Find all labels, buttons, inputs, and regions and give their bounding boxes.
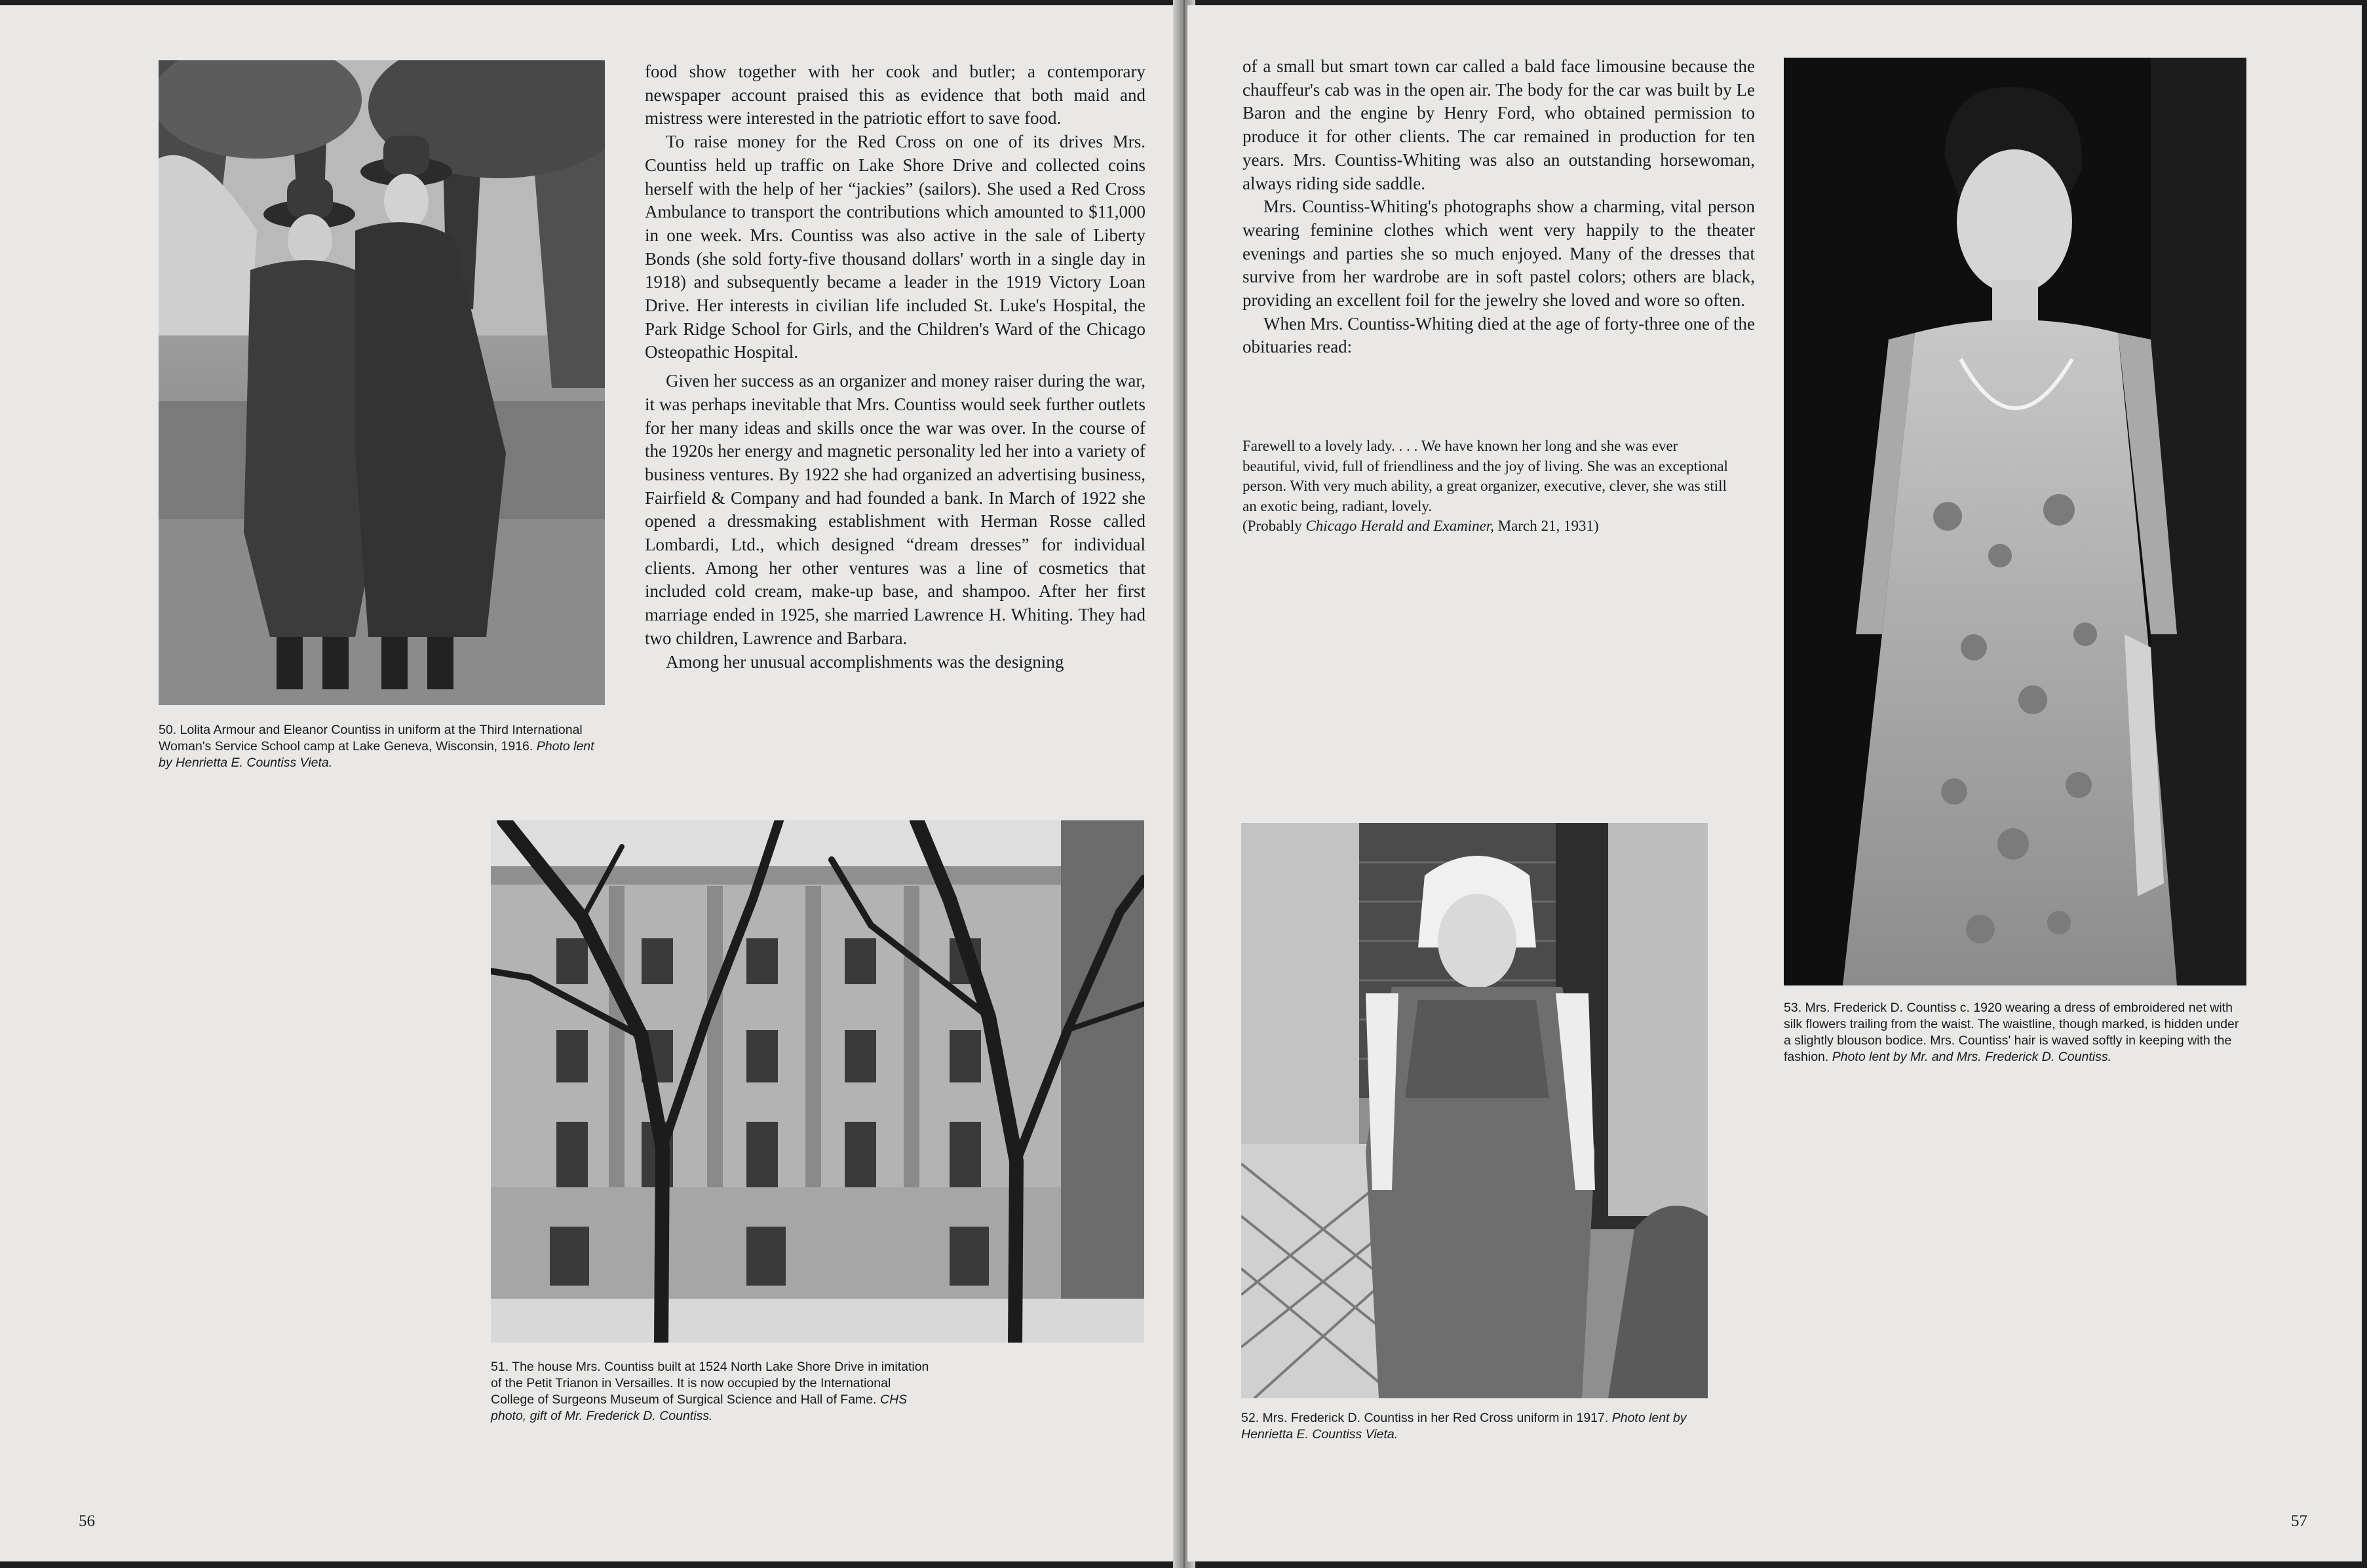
photo50-caption-text: 50. Lolita Armour and Eleanor Countiss in uniform at the Third International Woman's Service School camp at Lake Geneva, Wisconsin, 1916. xyxy=(159,723,583,754)
photo50-caption-credit: Photo lent by Henrietta E. Countiss Vieta. xyxy=(159,739,594,770)
obituary-quote-source xyxy=(1242,516,1738,537)
photo52-caption xyxy=(1241,1410,1700,1443)
right-page xyxy=(1187,5,2362,1561)
photo-two-women-in-uniform xyxy=(159,60,605,705)
right-paragraph-2: Mrs. Countiss-Whiting's photographs show a charming, vital person wearing feminine clothes which went very happily to the theater evenings and parties she so much enjoyed. Many of the dresses that survive from her wardrobe are in soft pastel colors; others are black, providing an excellent foil for the jewelry she loved and wore so often. xyxy=(1242,197,1755,311)
left-paragraph-1: food show together with her cook and butler; a contemporary newspaper account praised this as evidence that both maid and mistress were interested in the patriotic effort to save food. xyxy=(645,62,1145,128)
quote-source-prefix: (Probably xyxy=(1242,518,1306,534)
photo52-caption-text: 52. Mrs. Frederick D. Countiss in her Red Cross uniform in 1917. xyxy=(1241,1411,1609,1425)
photo-countiss-house xyxy=(491,820,1144,1343)
photo50-caption xyxy=(159,722,604,771)
right-paragraph-1: of a small but smart town car called a bald face limousine because the chauffeur's cab was in the open air. The body for the car was built by Le Baron and the engine by Henry Ford, who obtained permission to produce it for other clients. The car remained in production for ten years. Mrs. Countiss-Whiting was also an outstanding horsewoman, always riding side saddle. xyxy=(1242,56,1755,193)
photo-embroidered-dress xyxy=(1784,58,2246,985)
photo53-caption-credit: Photo lent by Mr. and Mrs. Frederick D. Countiss. xyxy=(1832,1050,2111,1064)
left-paragraph-4: Among her unusual accomplishments was the designing xyxy=(666,651,1064,672)
photo53-caption xyxy=(1784,1000,2245,1065)
photo51-caption-credit: CHS photo, gift of Mr. Frederick D. Countiss. xyxy=(491,1392,908,1423)
right-page-number: 57 xyxy=(2291,1512,2307,1530)
photo51-caption xyxy=(491,1359,930,1425)
left-column-text xyxy=(645,60,1145,674)
photo-red-cross-uniform xyxy=(1241,823,1708,1398)
photo51-caption-text: 51. The house Mrs. Countiss built at 1524 North Lake Shore Drive in imitation of the Petit Trianon in Versailles. It is now occupied by the International College of Surgeons Museum of Surgical Science and Hall of Fame. xyxy=(491,1360,929,1407)
obituary-quote xyxy=(1242,436,1738,537)
left-paragraph-3: Given her success as an organizer and money raiser during the war, it was perhaps inevitable that Mrs. Countiss would seek further outlets for her many ideas and skills once the war was over. In the course of the 1920s her energy and magnetic personality led her into a variety of business ventures. By 1922 she had organized an advertising business, Fairfield & Company and had founded a bank. In March of 1922 she opened a dressmaking establishment with Herman Rosse called Lombardi, Ltd., which designed “dream dresses” for individual clients. Among her other ventures was a line of cosmetics that included cold cream, make-up base, and shampoo. After her first marriage ended in 1925, she married Lawrence H. Whiting. They had two children, Lawrence and Barbara. xyxy=(645,371,1145,648)
left-page-number: 56 xyxy=(79,1512,95,1530)
quote-source-suffix: March 21, 1931) xyxy=(1493,518,1599,534)
left-page xyxy=(0,5,1180,1561)
photo53-caption-text: 53. Mrs. Frederick D. Countiss c. 1920 wearing a dress of embroidered net with silk flowers trailing from the waist. The waistline, though marked, is hidden under a slightly blouson bodice. Mrs. Countiss' hair is waved softly in keeping with the fashion. xyxy=(1784,1001,2239,1064)
left-paragraph-2: To raise money for the Red Cross on one of its drives Mrs. Countiss held up traffic on Lake Shore Drive and collected coins herself with the help of her “jackies” (sailors). She used a Red Cross Ambulance to transport the contributions which amounted to $11,000 in one week. Mrs. Countiss was also active in the sale of Liberty Bonds (she sold forty-five thousand dollars' worth in a single day in 1918) and subsequently became a leader in the 1919 Victory Loan Drive. Her interests in civilian life included St. Luke's Hospital, the Park Ridge School for Girls, and the Children's Ward of the Chicago Osteopathic Hospital. xyxy=(645,132,1145,362)
quote-source-title: Chicago Herald and Examiner, xyxy=(1305,518,1494,534)
right-column-text xyxy=(1242,55,1755,359)
right-paragraph-3: When Mrs. Countiss-Whiting died at the age of forty-three one of the obituaries read: xyxy=(1242,313,1755,357)
photo52-caption-credit: Photo lent by Henrietta E. Countiss Vieta. xyxy=(1241,1411,1687,1442)
obituary-quote-text: Farewell to a lovely lady. . . . We have known her long and she was ever beautiful, vivid, full of friendliness and the joy of living. She was an exceptional person. With very much ability, a great organizer, executive, clever, she was still an exotic being, radiant, lovely. xyxy=(1242,438,1728,514)
